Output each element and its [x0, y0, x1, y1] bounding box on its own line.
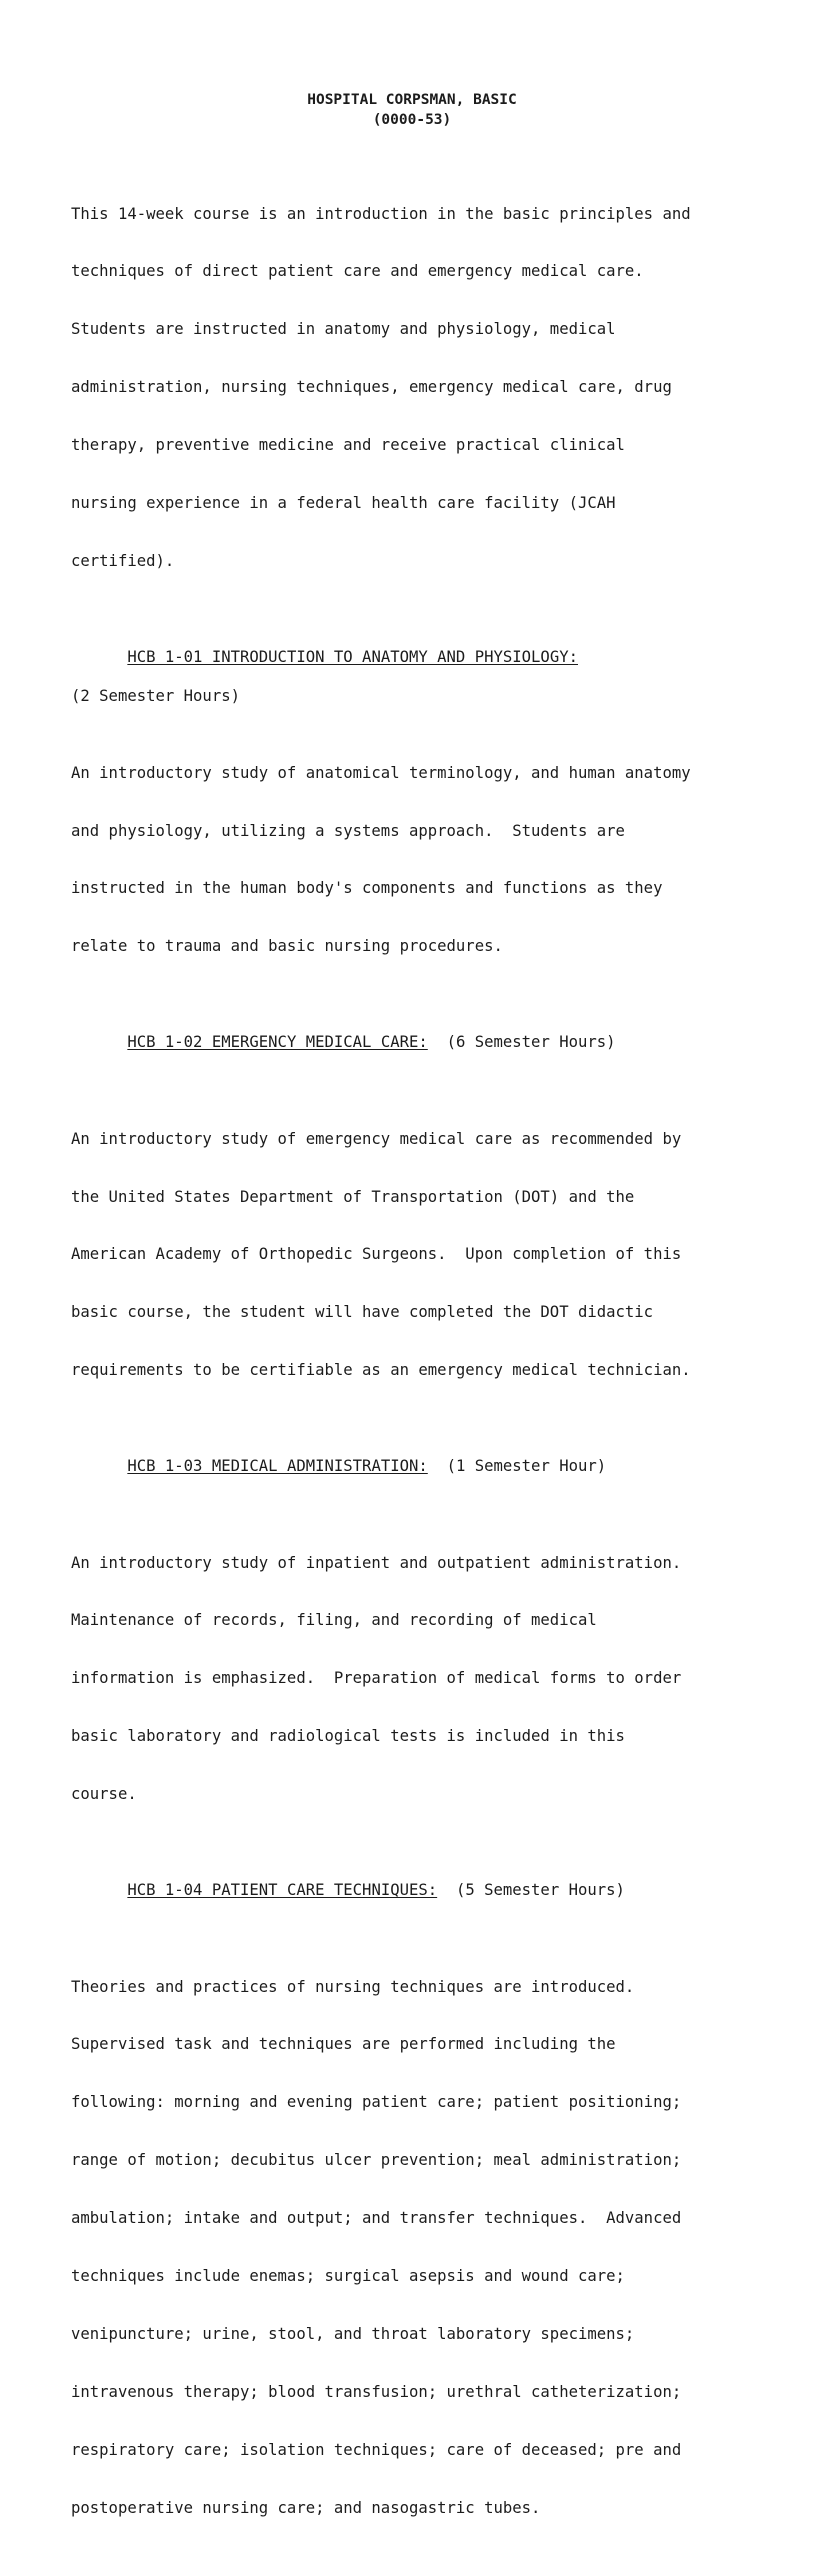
body-line: intravenous therapy; blood transfusion; urethral catheterization;	[71, 2382, 682, 2401]
body-line: American Academy of Orthopedic Surgeons. Upon completion of this	[71, 1245, 682, 1264]
section-title: HCB 1-04 PATIENT CARE TECHNIQUES:	[127, 1881, 438, 1900]
intro-line: This 14-week course is an introduction in the basic principles and	[71, 204, 691, 223]
body-line: An introductory study of emergency medical care as recommended by	[71, 1129, 682, 1148]
section-title: HCB 1-03 MEDICAL ADMINISTRATION:	[127, 1457, 428, 1476]
section-title: HCB 1-02 EMERGENCY MEDICAL CARE:	[127, 1033, 428, 1052]
intro-line: therapy, preventive medicine and receive practical clinical	[71, 436, 625, 455]
document-title-block	[0, 90, 824, 130]
body-line: postoperative nursing care; and nasogastric tubes.	[71, 2498, 541, 2517]
body-line: Theories and practices of nursing techniques are introduced.	[71, 1977, 635, 1996]
body-line: techniques include enemas; surgical asepsis and wound care;	[71, 2266, 625, 2285]
section-heading-hcb-1-04	[71, 1862, 801, 1920]
body-line: basic course, the student will have completed the DOT didactic	[71, 1303, 654, 1322]
body-line: Maintenance of records, filing, and recording of medical	[71, 1611, 597, 1630]
intro-line: techniques of direct patient care and emergency medical care.	[71, 262, 644, 281]
section-heading-hcb-1-02	[71, 1014, 801, 1072]
section-body-hcb-1-02	[71, 1091, 801, 1419]
body-line: course.	[71, 1785, 137, 1804]
body-line: respiratory care; isolation techniques; care of deceased; pre and	[71, 2440, 682, 2459]
document-body	[71, 166, 801, 2556]
body-line: range of motion; decubitus ulcer prevention; meal administration;	[71, 2151, 682, 2170]
section-title: HCB 1-01 INTRODUCTION TO ANATOMY AND PHYSIOLOGY:	[127, 648, 578, 667]
section-body-hcb-1-03	[71, 1515, 801, 1843]
intro-line: Students are instructed in anatomy and physiology, medical	[71, 320, 616, 339]
body-line: requirements to be certifiable as an emergency medical technician.	[71, 1361, 691, 1380]
body-line: following: morning and evening patient care; patient positioning;	[71, 2093, 682, 2112]
body-line: ambulation; intake and output; and transfer techniques. Advanced	[71, 2209, 682, 2228]
body-line: An introductory study of inpatient and outpatient administration.	[71, 1553, 682, 1572]
section-heading-hcb-1-01	[71, 629, 801, 687]
section-hours: (2 Semester Hours)	[71, 686, 240, 705]
intro-line: nursing experience in a federal health care facility (JCAH	[71, 494, 616, 513]
body-line: information is emphasized. Preparation of medical forms to order	[71, 1669, 682, 1688]
intro-paragraph	[71, 166, 801, 610]
body-line: venipuncture; urine, stool, and throat laboratory specimens;	[71, 2324, 635, 2343]
course-code: (0000-53)	[372, 112, 452, 128]
section-heading-hcb-1-03	[71, 1438, 801, 1496]
section-hours: (6 Semester Hours)	[446, 1033, 616, 1052]
body-line: relate to trauma and basic nursing procedures.	[71, 937, 503, 956]
body-line: instructed in the human body's components and functions as they	[71, 879, 663, 898]
course-title: HOSPITAL CORPSMAN, BASIC	[307, 92, 517, 108]
body-line: the United States Department of Transportation (DOT) and the	[71, 1187, 635, 1206]
section-body-hcb-1-04	[71, 1939, 801, 2556]
intro-line: certified).	[71, 551, 175, 570]
body-line: Supervised task and techniques are performed including the	[71, 2035, 616, 2054]
section-hours: (5 Semester Hours)	[455, 1881, 625, 1900]
section-body-hcb-1-01	[71, 725, 801, 995]
body-line: An introductory study of anatomical terminology, and human anatomy	[71, 763, 691, 782]
section-hours: (1 Semester Hour)	[446, 1457, 607, 1476]
intro-line: administration, nursing techniques, emergency medical care, drug	[71, 378, 672, 397]
body-line: and physiology, utilizing a systems approach. Students are	[71, 821, 625, 840]
body-line: basic laboratory and radiological tests is included in this	[71, 1727, 625, 1746]
